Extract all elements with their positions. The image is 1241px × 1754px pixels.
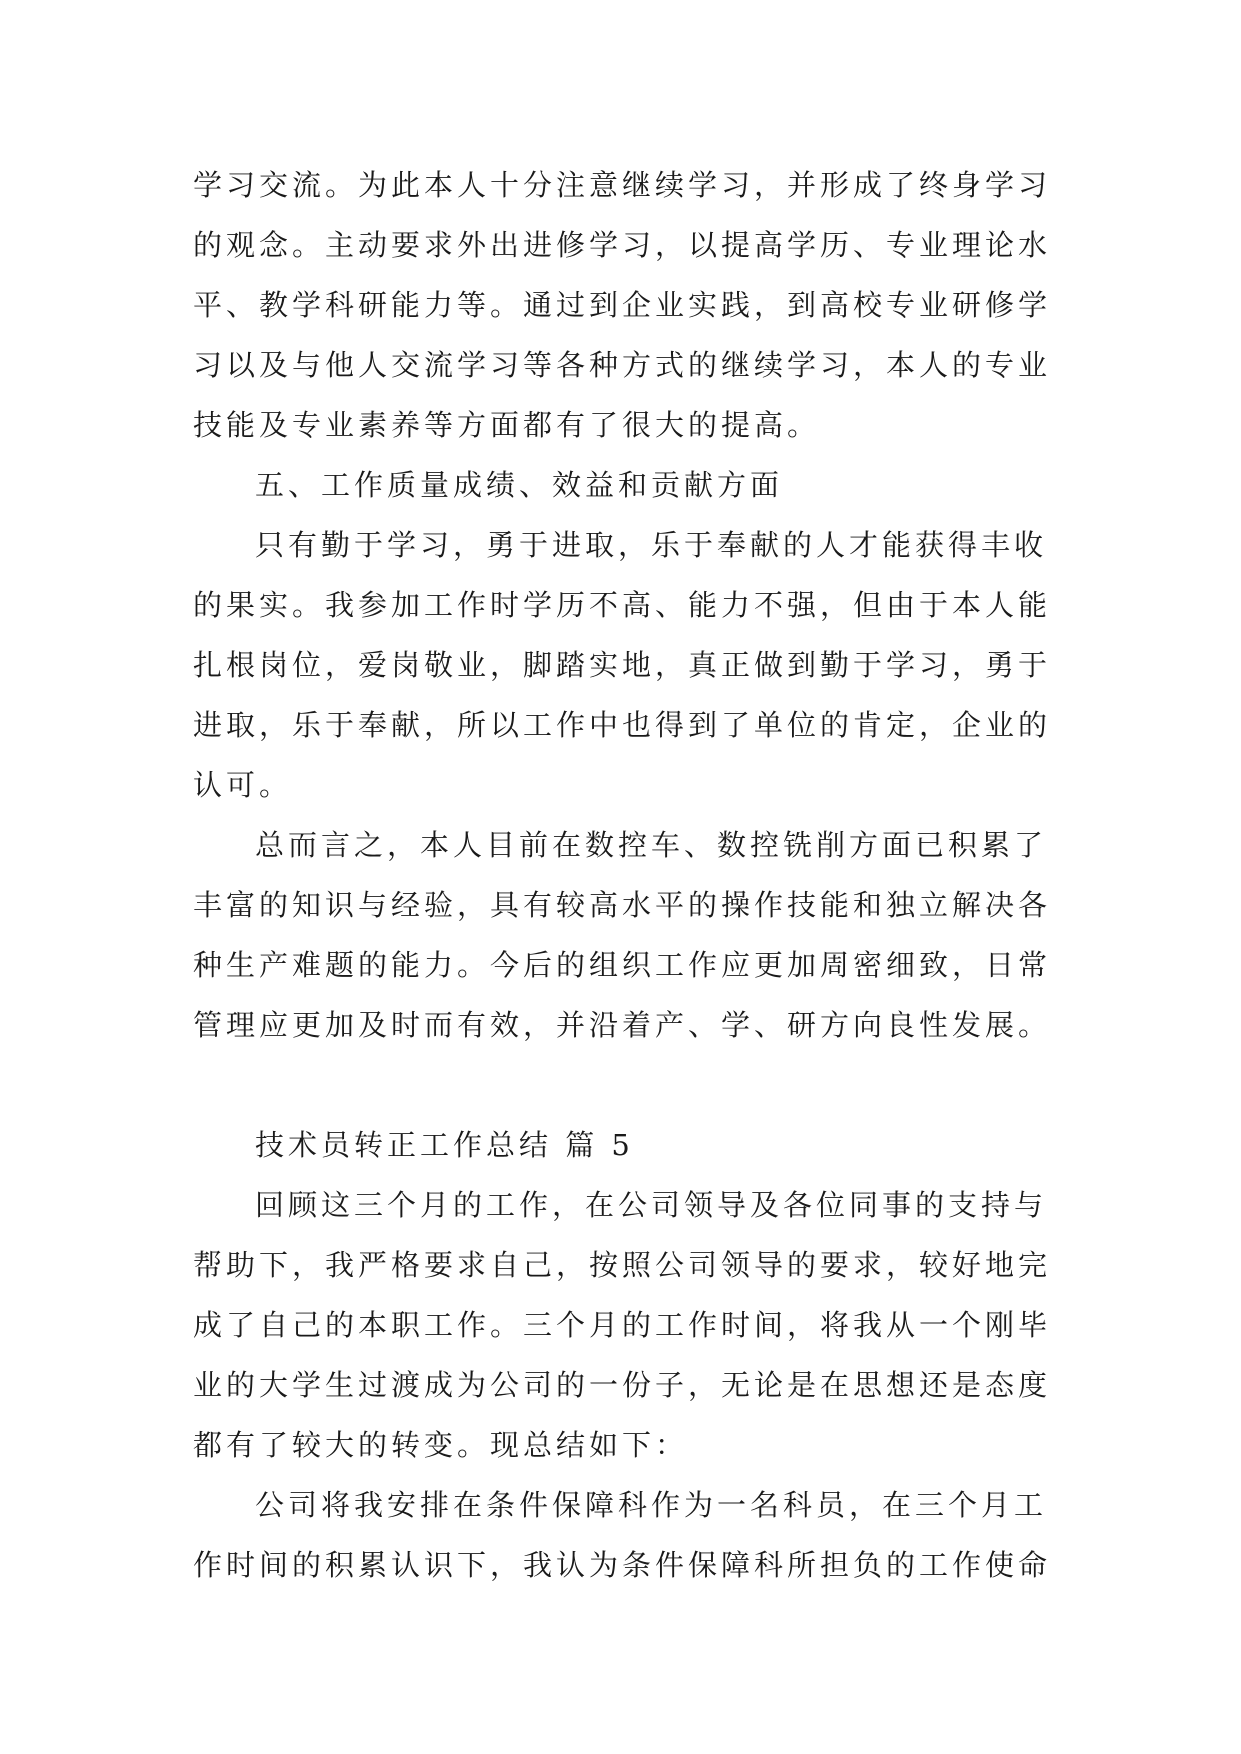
text-line: 认可。 (193, 768, 293, 802)
text-line: 丰富的知识与经验，具有较高水平的操作技能和独立解决各 (193, 888, 1052, 922)
text-line: 的观念。主动要求外出进修学习，以提高学历、专业理论水 (193, 228, 1052, 262)
document-body (193, 155, 1053, 1595)
section-spacer (193, 1055, 1053, 1115)
text-line: 业的大学生过渡成为公司的一份子，无论是在思想还是态度 (193, 1368, 1052, 1402)
text-line: 作时间的积累认识下，我认为条件保障科所担负的工作使命 (193, 1548, 1052, 1582)
text-line: 的果实。我参加工作时学历不高、能力不强，但由于本人能 (193, 588, 1052, 622)
text-line: 学习交流。为此本人十分注意继续学习，并形成了终身学习 (193, 168, 1052, 202)
section-title: 技术员转正工作总结 篇 5 (255, 1128, 634, 1162)
text-line: 管理应更加及时而有效，并沿着产、学、研方向良性发展。 (193, 1008, 1052, 1042)
text-line: 总而言之，本人目前在数控车、数控铣削方面已积累了 (255, 828, 1048, 862)
text-line: 平、教学科研能力等。通过到企业实践，到高校专业研修学 (193, 288, 1052, 322)
text-line: 习以及与他人交流学习等各种方式的继续学习，本人的专业 (193, 348, 1052, 382)
text-line: 技能及专业素养等方面都有了很大的提高。 (193, 408, 821, 442)
text-line: 只有勤于学习，勇于进取，乐于奉献的人才能获得丰收 (255, 528, 1048, 562)
text-line: 成了自己的本职工作。三个月的工作时间，将我从一个刚毕 (193, 1308, 1052, 1342)
text-line: 扎根岗位，爱岗敬业，脚踏实地，真正做到勤于学习，勇于 (193, 648, 1052, 682)
paragraph-diligence (193, 515, 1053, 815)
text-line: 种生产难题的能力。今后的组织工作应更加周密细致，日常 (193, 948, 1052, 982)
text-line: 公司将我安排在条件保障科作为一名科员，在三个月工 (255, 1488, 1048, 1522)
text-line: 帮助下，我严格要求自己，按照公司领导的要求，较好地完 (193, 1248, 1052, 1282)
paragraph-assignment (193, 1475, 1053, 1595)
text-line: 都有了较大的转变。现总结如下： (193, 1428, 689, 1462)
paragraph-review (193, 1175, 1053, 1475)
paragraph-continued-study (193, 155, 1053, 455)
section-heading-five: 五、工作质量成绩、效益和贡献方面 (255, 468, 784, 502)
paragraph-summary (193, 815, 1053, 1055)
text-line: 回顾这三个月的工作，在公司领导及各位同事的支持与 (255, 1188, 1048, 1222)
text-line: 进取，乐于奉献，所以工作中也得到了单位的肯定，企业的 (193, 708, 1052, 742)
